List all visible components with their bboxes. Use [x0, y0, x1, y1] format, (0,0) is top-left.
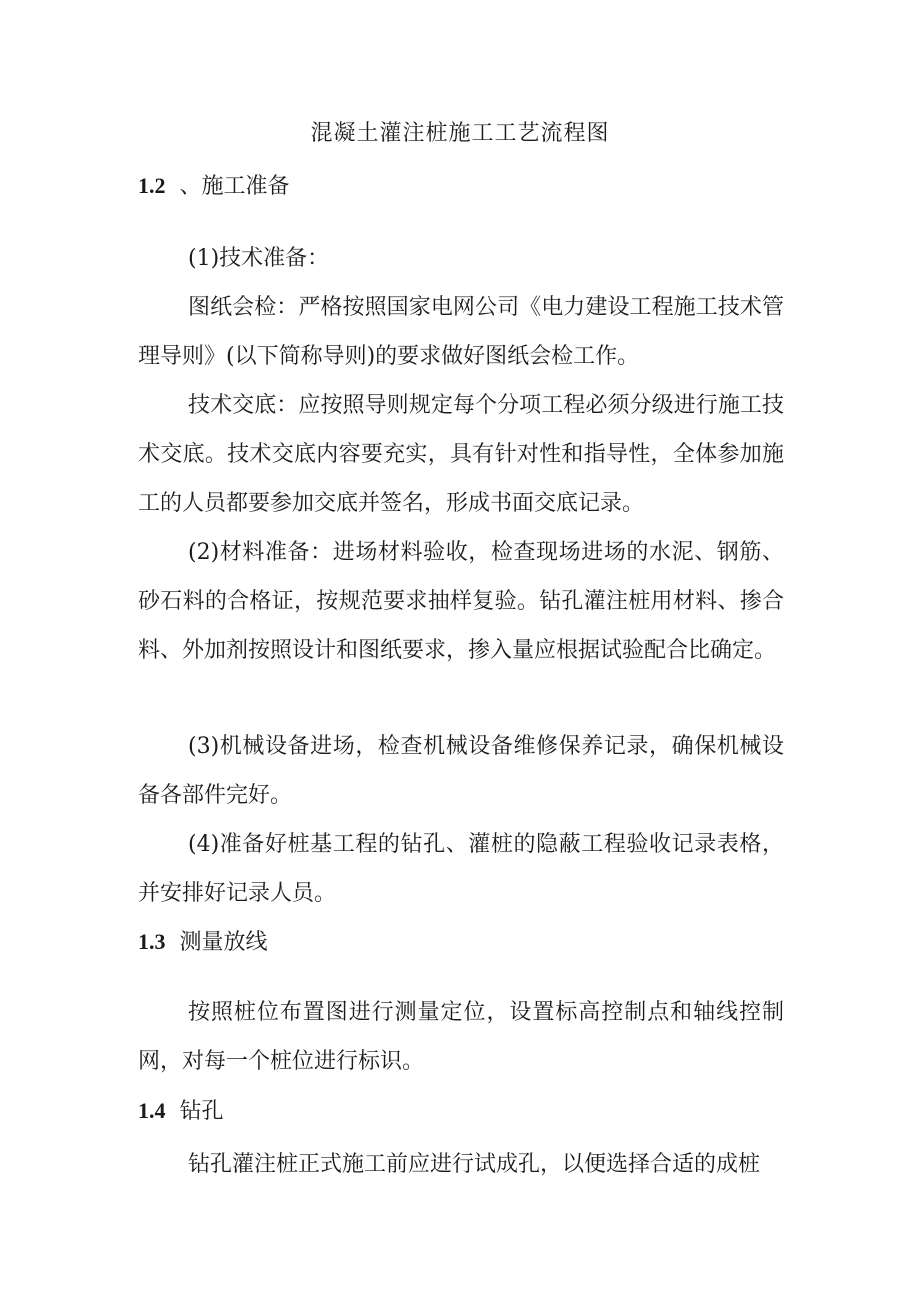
paragraph-drawing-review: 图纸会检：严格按照国家电网公司《电力建设工程施工技术管理导则》(以下简称导则)的要求做好图纸会检工作。 — [138, 295, 784, 369]
section-title: 钻孔 — [179, 1099, 224, 1124]
section-heading-1-4 — [138, 1095, 224, 1128]
paragraph-equipment: (3)机械设备进场，检查机械设备维修保养记录，确保机械设备各部件完好。 — [138, 734, 784, 808]
section-number: 1.2 — [138, 173, 166, 198]
section-number: 1.3 — [138, 929, 166, 954]
paragraph-tech-briefing: 技术交底：应按照导则规定每个分项工程必须分级进行施工技术交底。技术交底内容要充实，具有针对性和指导性，全体参加施工的人员都要参加交底并签名，形成书面交底记录。 — [138, 393, 784, 516]
section-title: 测量放线 — [179, 930, 268, 955]
paragraph-records: (4)准备好桩基工程的钻孔、灌桩的隐蔽工程验收记录表格，并安排好记录人员。 — [138, 832, 784, 906]
section-number: 1.4 — [138, 1098, 166, 1123]
paragraph-material-prep: (2)材料准备：进场材料验收，检查现场进场的水泥、钢筋、砂石料的合格证，按规范要求抽样复验。钻孔灌注桩用材料、掺合料、外加剂按照设计和图纸要求，掺入量应根据试验配合比确定。 — [138, 540, 784, 663]
document-title: 混凝土灌注桩施工工艺流程图 — [310, 121, 610, 146]
paragraph-tech-prep: (1)技术准备： — [188, 246, 330, 271]
section-heading-1-2 — [138, 170, 290, 203]
paragraph-survey: 按照桩位布置图进行测量定位，设置标高控制点和轴线控制网，对每一个桩位进行标识。 — [138, 1000, 784, 1074]
section-heading-1-3 — [138, 926, 268, 959]
paragraph-drilling: 钻孔灌注桩正式施工前应进行试成孔，以便选择合适的成桩 — [188, 1152, 761, 1177]
section-title: 、施工准备 — [179, 174, 290, 199]
